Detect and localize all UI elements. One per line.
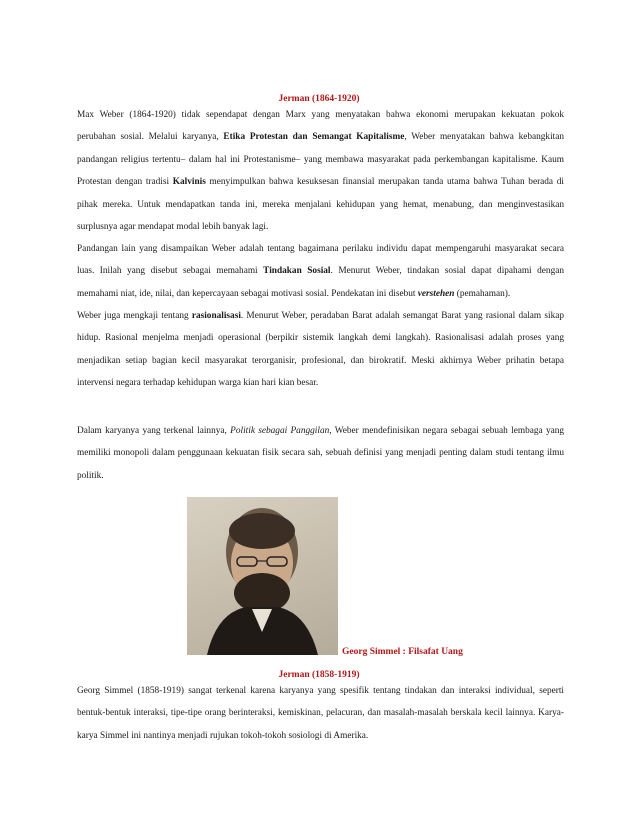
- text-line: memahami niat, ide, nilai, dan kepercayaan sebagai motivasi sosial. Pendekatan ini disebut verstehen (pemahaman).: [77, 288, 511, 299]
- text-line: Weber juga mengkaji tentang rasionalisasi. Menurut Weber, peradaban Barat adalah semangat Barat yang rasional dalam sikap: [77, 311, 564, 321]
- text-line: hidup. Rasional menjelma menjadi operasional (berpikir sistemik langkah demi langkah). Rasionalisasi adalah proses yang: [77, 333, 564, 344]
- text-line: Pandangan lain yang disampaikan Weber adalah tentang bagaimana perilaku individu dapat mempengaruhi masyarakat secara: [77, 244, 564, 254]
- simmel-caption: Georg Simmel : Filsafat Uang: [342, 647, 463, 657]
- text-line: pihak mereka. Untuk mendapatkan tanda ini, mereka menjalani kehidupan yang hemat, menabung, dan menginvestasikan: [77, 199, 564, 210]
- text-line: menjadikan setiap bagian kecil masyarakat terorganisir, profesional, dan birokratif. Meski akhirnya Weber prihatin betapa: [77, 355, 564, 366]
- simmel-paragraph-1: [77, 680, 564, 747]
- georg-simmel-portrait: [187, 497, 338, 655]
- text-line: surplusnya agar mendapat modal lebih banyak lagi.: [77, 221, 269, 232]
- simmel-heading: Jerman (1858-1919): [278, 670, 360, 680]
- weber-paragraph-4: [77, 420, 564, 487]
- text-line: luas. Inilah yang disebut sebagai memahami Tindakan Sosial. Menurut Weber, tindakan sosial dapat dipahami dengan: [77, 266, 564, 277]
- text-line: pandangan religius tertentu– dalam hal ini Protestanisme– yang membawa masyarakat pada perkembangan kapitalisme. Kaum: [77, 154, 564, 165]
- text-line: bentuk-bentuk interaksi, tipe-tipe orang berinteraksi, kemiskinan, pelacuran, dan masalah-masalah berskala kecil lainnya. Karya-: [77, 708, 564, 719]
- weber-paragraph-1: [77, 104, 564, 238]
- text-line: Protestan dengan tradisi Kalvinis menyimpulkan bahwa kesuksesan finansial merupakan tanda utama bahwa Tuhan berada di: [77, 177, 564, 188]
- weber-paragraph-2: [77, 238, 564, 305]
- text-line: Dalam karyanya yang terkenal lainnya, Politik sebagai Panggilan, Weber mendefinisikan negara sebagai sebuah lembaga yang: [77, 426, 564, 436]
- text-line: intervensi negara terhadap kehidupan warga kian hari kian besar.: [77, 378, 319, 389]
- text-line: Max Weber (1864-1920) tidak sependapat dengan Marx yang menyatakan bahwa ekonomi merupakan kekuatan pokok: [77, 110, 564, 120]
- text-line: perubahan sosial. Melalui karyanya, Etika Protestan dan Semangat Kapitalisme, Weber menyatakan bahwa kebangkitan: [77, 132, 564, 143]
- weber-paragraph-3: [77, 305, 564, 395]
- text-line: karya Simmel ini nantinya menjadi rujukan tokoh-tokoh sosiologi di Amerika.: [77, 730, 369, 741]
- text-line: memiliki monopoli dalam penggunaan kekuatan fisik secara sah, sebuah definisi yang menjadi penting dalam studi tentang ilmu: [77, 448, 564, 459]
- weber-heading: Jerman (1864-1920): [278, 94, 360, 104]
- text-line: Georg Simmel (1858-1919) sangat terkenal karena karyanya yang spesifik tentang tindakan dan interaksi individual, seperti: [77, 686, 564, 696]
- text-line: politik.: [77, 470, 104, 481]
